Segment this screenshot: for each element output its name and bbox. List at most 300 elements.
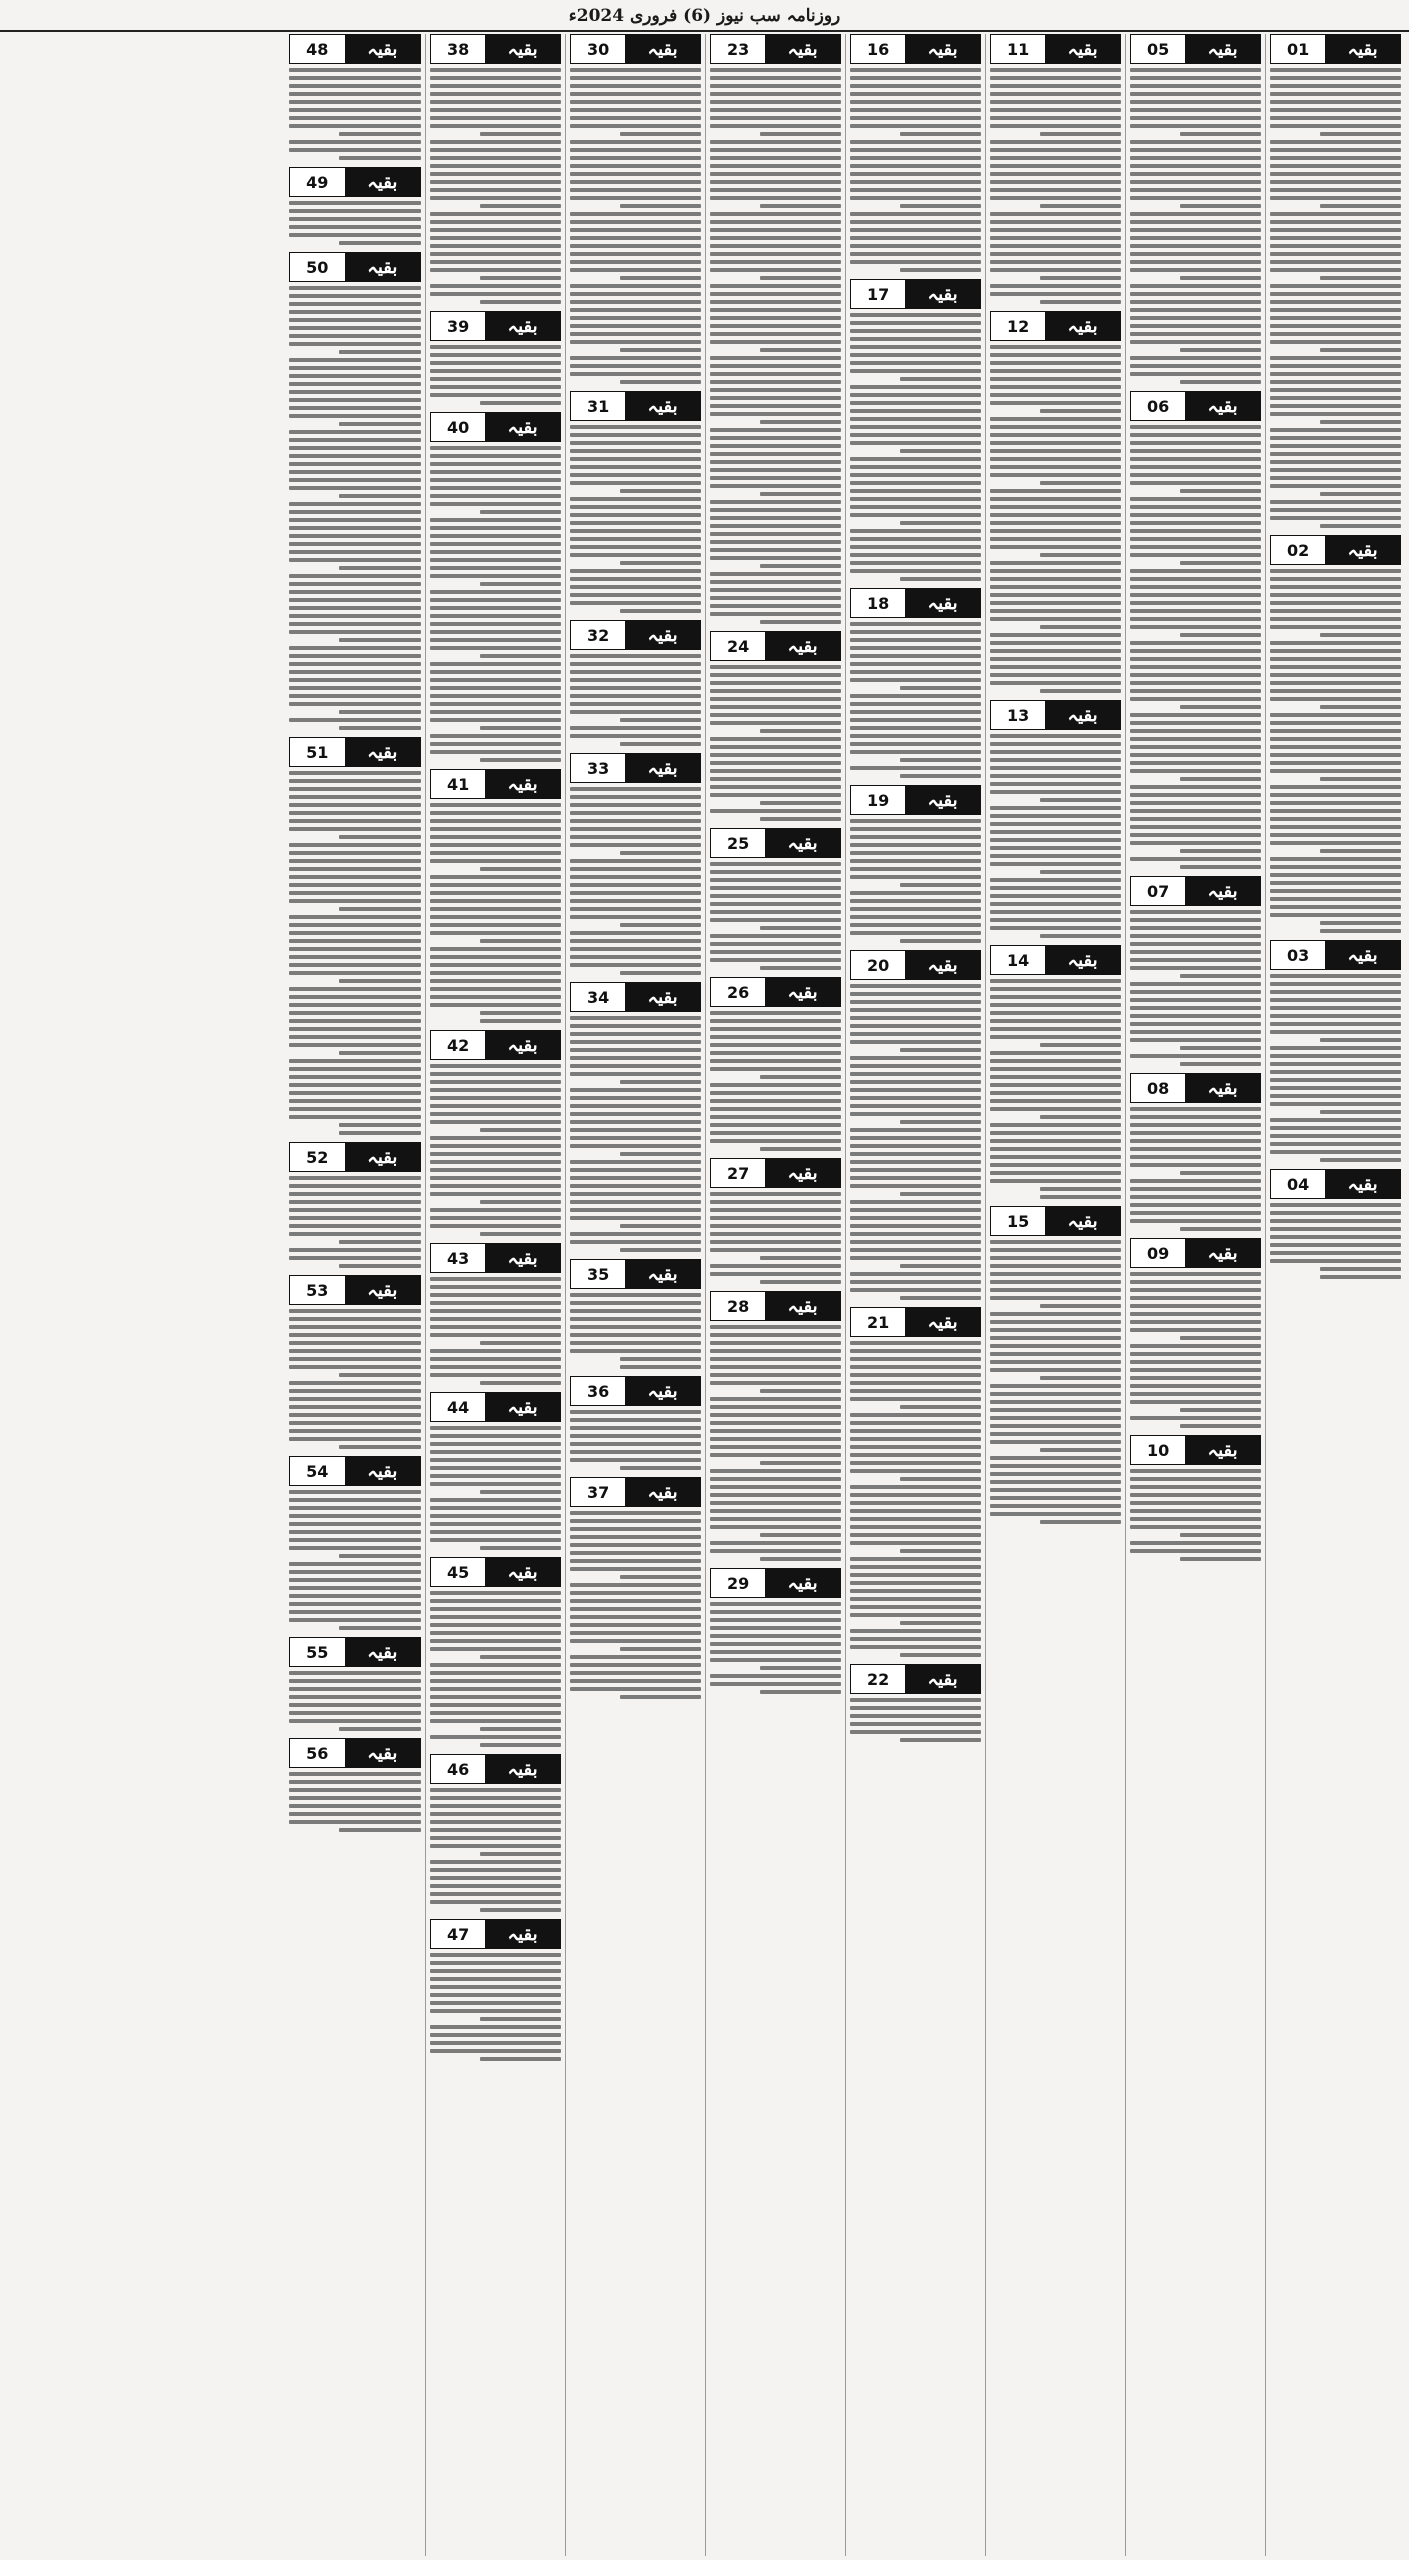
text-line [710, 588, 841, 592]
text-line [570, 1591, 701, 1595]
text-line [990, 1059, 1121, 1063]
text-line [289, 1011, 421, 1015]
text-line [850, 1381, 981, 1385]
article-text-block [570, 786, 701, 976]
text-line [710, 148, 841, 152]
text-line [710, 156, 841, 160]
text-line [1180, 1424, 1261, 1428]
text-line [990, 979, 1121, 983]
text-line [990, 1248, 1121, 1252]
text-line [990, 894, 1121, 898]
text-line [1270, 873, 1401, 877]
continuation-number: 51 [290, 738, 345, 766]
text-line [1270, 164, 1401, 168]
continuation-item [990, 945, 1121, 1200]
continuation-item [1130, 1238, 1261, 1429]
continuation-header [710, 1158, 841, 1188]
text-line [339, 1554, 421, 1558]
text-line [1130, 284, 1261, 288]
text-line [430, 1647, 561, 1651]
text-line [570, 662, 701, 666]
text-line [289, 899, 421, 903]
article-text-block [570, 1292, 701, 1370]
text-line [430, 1900, 561, 1904]
text-line [710, 681, 841, 685]
text-line [1180, 1533, 1261, 1537]
text-line [850, 923, 981, 927]
text-line [289, 1703, 421, 1707]
text-line [289, 550, 421, 554]
text-line [760, 276, 841, 280]
continuation-header [570, 620, 701, 650]
text-line [339, 1051, 421, 1055]
text-line [570, 332, 701, 336]
text-line [1270, 292, 1401, 296]
text-line [710, 308, 841, 312]
continuation-number: 22 [851, 1665, 905, 1693]
text-line [850, 1597, 981, 1601]
newspaper-masthead [0, 0, 1409, 32]
text-line [1270, 689, 1401, 693]
text-line [990, 1123, 1121, 1127]
text-line [990, 100, 1121, 104]
text-line [990, 641, 1121, 645]
text-line [1270, 500, 1401, 504]
text-line [850, 140, 981, 144]
text-line [570, 1056, 701, 1060]
text-line [1270, 452, 1401, 456]
text-line [710, 1549, 841, 1553]
text-line [990, 585, 1121, 589]
text-line [1130, 553, 1261, 557]
text-line [570, 1615, 701, 1619]
continuation-number: 46 [431, 1755, 485, 1783]
article-text-block [990, 1239, 1121, 1525]
text-line [430, 1711, 561, 1715]
text-line [1270, 1134, 1401, 1138]
text-line [990, 393, 1121, 397]
continuation-label: بقیہ [765, 1292, 840, 1320]
text-line [430, 369, 561, 373]
article-text-block [990, 733, 1121, 939]
text-line [850, 1096, 981, 1100]
text-line [570, 220, 701, 224]
text-line [570, 481, 701, 485]
continuation-label: بقیہ [765, 829, 840, 857]
article-text-block [710, 67, 841, 625]
continuation-number: 17 [851, 280, 905, 308]
text-line [289, 867, 421, 871]
text-line [1130, 1187, 1261, 1191]
text-line [339, 156, 421, 160]
text-line [570, 84, 701, 88]
article-text-block [1270, 1202, 1401, 1280]
text-line [570, 787, 701, 791]
continuation-number: 19 [851, 786, 905, 814]
text-line [710, 1477, 841, 1481]
continuation-item [289, 1637, 421, 1732]
text-line [1130, 966, 1261, 970]
text-line [1320, 524, 1401, 528]
article-text-block [289, 1489, 421, 1631]
article-text-block [1130, 424, 1261, 870]
text-line [339, 1828, 421, 1832]
text-line [570, 1671, 701, 1675]
text-line [850, 329, 981, 333]
text-line [1270, 713, 1401, 717]
text-line [289, 787, 421, 791]
text-line [710, 220, 841, 224]
article-text-block [289, 67, 421, 161]
text-line [850, 489, 981, 493]
text-line [850, 100, 981, 104]
text-line [1130, 441, 1261, 445]
news-column [1125, 34, 1265, 2556]
text-line [850, 1341, 981, 1345]
text-line [850, 441, 981, 445]
text-line [480, 1200, 561, 1204]
text-line [850, 1541, 981, 1545]
text-line [710, 785, 841, 789]
text-line [850, 481, 981, 485]
text-line [1180, 865, 1261, 869]
text-line [570, 1559, 701, 1563]
text-line [430, 1152, 561, 1156]
article-text-block [1130, 909, 1261, 1067]
text-line [710, 124, 841, 128]
continuation-header [850, 950, 981, 980]
text-line [289, 1083, 421, 1087]
continuation-header [710, 977, 841, 1007]
text-line [850, 1272, 981, 1276]
text-line [430, 1466, 561, 1470]
text-line [760, 620, 841, 624]
text-line [1130, 1272, 1261, 1276]
text-line [430, 1080, 561, 1084]
text-line [1130, 793, 1261, 797]
text-line [289, 366, 421, 370]
text-line [850, 1040, 981, 1044]
text-line [339, 1240, 421, 1244]
text-line [990, 76, 1121, 80]
text-line [570, 1232, 701, 1236]
text-line [570, 835, 701, 839]
text-line [710, 1381, 841, 1385]
continuation-label: بقیہ [625, 1260, 700, 1288]
text-line [1270, 412, 1401, 416]
text-line [850, 188, 981, 192]
text-line [990, 1240, 1121, 1244]
text-line [289, 478, 421, 482]
text-line [289, 1772, 421, 1776]
continuation-item [990, 34, 1121, 305]
text-line [570, 819, 701, 823]
text-line [1040, 481, 1121, 485]
text-line [1130, 148, 1261, 152]
text-line [1130, 833, 1261, 837]
text-line [1270, 300, 1401, 304]
text-line [430, 526, 561, 530]
continuation-label: بقیہ [1325, 941, 1400, 969]
text-line [990, 1424, 1121, 1428]
text-line [1130, 1219, 1261, 1223]
text-line [570, 875, 701, 879]
text-line [620, 742, 701, 746]
continuation-header [430, 1754, 561, 1784]
text-line [1270, 609, 1401, 613]
text-line [289, 803, 421, 807]
text-line [430, 1530, 561, 1534]
text-line [990, 1035, 1121, 1039]
text-line [480, 1011, 561, 1015]
continuation-number: 10 [1131, 1436, 1185, 1464]
text-line [710, 1011, 841, 1015]
continuation-label: بقیہ [905, 1308, 980, 1336]
text-line [1270, 1251, 1401, 1255]
continuation-item [430, 311, 561, 406]
text-line [289, 310, 421, 314]
text-line [710, 412, 841, 416]
text-line [900, 132, 981, 136]
continuation-label: بقیہ [345, 738, 420, 766]
continuation-number: 32 [571, 621, 625, 649]
text-line [289, 518, 421, 522]
text-line [760, 1147, 841, 1151]
article-text-block [430, 802, 561, 1024]
text-line [289, 326, 421, 330]
text-line [850, 236, 981, 240]
text-line [289, 382, 421, 386]
text-line [1130, 164, 1261, 168]
text-line [850, 196, 981, 200]
text-line [430, 750, 561, 754]
continuation-number: 49 [290, 168, 345, 196]
text-line [1130, 990, 1261, 994]
text-line [1130, 926, 1261, 930]
text-line [339, 638, 421, 642]
text-line [430, 947, 561, 951]
text-line [1270, 1243, 1401, 1247]
continuation-item [289, 1456, 421, 1631]
text-line [430, 686, 561, 690]
text-line [480, 582, 561, 586]
text-line [990, 1139, 1121, 1143]
text-line [850, 1168, 981, 1172]
text-line [339, 1445, 421, 1449]
text-line [760, 564, 841, 568]
continuation-number: 28 [711, 1292, 765, 1320]
text-line [1270, 1086, 1401, 1090]
text-line [990, 1496, 1121, 1500]
continuation-number: 05 [1131, 35, 1185, 63]
text-line [1130, 68, 1261, 72]
text-line [1130, 356, 1261, 360]
text-line [710, 737, 841, 741]
text-line [1130, 1501, 1261, 1505]
text-line [710, 364, 841, 368]
text-line [850, 417, 981, 421]
text-line [1130, 1485, 1261, 1489]
continuation-label: بقیہ [625, 621, 700, 649]
text-line [620, 1248, 701, 1252]
text-line [289, 1397, 421, 1401]
text-line [430, 353, 561, 357]
text-line [430, 100, 561, 104]
text-line [289, 1248, 421, 1252]
text-line [710, 697, 841, 701]
text-line [990, 862, 1121, 866]
text-line [850, 172, 981, 176]
text-line [1270, 801, 1401, 805]
text-line [1130, 140, 1261, 144]
text-line [289, 811, 421, 815]
text-line [850, 1637, 981, 1641]
text-line [289, 1333, 421, 1337]
text-line [289, 358, 421, 362]
text-line [990, 148, 1121, 152]
text-line [1320, 492, 1401, 496]
text-line [1270, 140, 1401, 144]
continuation-item [850, 588, 981, 779]
text-line [570, 425, 701, 429]
continuation-item [570, 753, 701, 976]
text-line [570, 1208, 701, 1212]
text-line [1040, 1187, 1121, 1191]
text-line [990, 609, 1121, 613]
text-line [710, 76, 841, 80]
continuation-label: بقیہ [345, 253, 420, 281]
text-line [990, 1464, 1121, 1468]
text-line [620, 971, 701, 975]
continuation-item [289, 167, 421, 246]
text-line [850, 433, 981, 437]
text-line [480, 132, 561, 136]
text-line [710, 1325, 841, 1329]
text-line [570, 292, 701, 296]
text-line [1270, 673, 1401, 677]
text-line [289, 140, 421, 144]
text-line [570, 308, 701, 312]
text-line [570, 899, 701, 903]
text-line [430, 875, 561, 879]
text-line [850, 561, 981, 565]
text-line [850, 734, 981, 738]
text-line [289, 1610, 421, 1614]
text-line [850, 859, 981, 863]
text-line [1270, 1259, 1401, 1263]
text-line [710, 500, 841, 504]
text-line [1270, 1006, 1401, 1010]
text-line [570, 1016, 701, 1020]
text-line [620, 851, 701, 855]
continuation-item [850, 34, 981, 273]
text-line [1130, 857, 1261, 861]
masthead-date-line: روزنامہ سب نیوز (6) فروری 2024ء [568, 5, 841, 26]
text-line [1130, 529, 1261, 533]
text-line [1180, 1227, 1261, 1231]
continuation-label: بقیہ [625, 35, 700, 63]
text-line [990, 433, 1121, 437]
text-line [1180, 132, 1261, 136]
text-line [850, 457, 981, 461]
text-line [339, 1373, 421, 1377]
text-line [760, 420, 841, 424]
text-line [1130, 372, 1261, 376]
continuation-header [570, 1477, 701, 1507]
text-line [430, 558, 561, 562]
text-line [710, 172, 841, 176]
article-text-block [570, 653, 701, 747]
text-line [289, 1695, 421, 1699]
text-line [850, 662, 981, 666]
text-line [850, 1565, 981, 1569]
continuation-number: 25 [711, 829, 765, 857]
text-line [710, 228, 841, 232]
text-line [850, 1698, 981, 1702]
text-line [430, 1953, 561, 1957]
text-line [289, 915, 421, 919]
text-line [1320, 132, 1401, 136]
text-line [1270, 212, 1401, 216]
text-line [430, 1591, 561, 1595]
text-line [1180, 974, 1261, 978]
text-line [850, 1429, 981, 1433]
continuation-item [990, 311, 1121, 694]
text-line [430, 835, 561, 839]
continuation-number: 39 [431, 312, 485, 340]
text-line [850, 1288, 981, 1292]
text-line [710, 1224, 841, 1228]
text-line [1180, 1171, 1261, 1175]
text-line [990, 284, 1121, 288]
continuation-label: بقیہ [1045, 946, 1120, 974]
text-line [1320, 1275, 1401, 1279]
text-line [710, 356, 841, 360]
text-line [570, 521, 701, 525]
article-text-block [430, 344, 561, 406]
text-line [430, 1450, 561, 1454]
text-line [1130, 244, 1261, 248]
text-line [1130, 585, 1261, 589]
text-line [570, 505, 701, 509]
text-line [850, 313, 981, 317]
text-line [850, 1453, 981, 1457]
text-line [430, 542, 561, 546]
text-line [850, 1389, 981, 1393]
continuation-header [710, 1291, 841, 1321]
continuation-label: بقیہ [485, 1244, 560, 1272]
text-line [289, 1796, 421, 1800]
text-line [289, 502, 421, 506]
text-line [710, 100, 841, 104]
text-line [1270, 220, 1401, 224]
continuation-number: 13 [991, 701, 1045, 729]
text-line [1270, 974, 1401, 978]
text-line [990, 617, 1121, 621]
text-line [990, 830, 1121, 834]
continuation-item [1270, 940, 1401, 1163]
text-line [850, 1413, 981, 1417]
text-line [289, 542, 421, 546]
text-line [760, 1280, 841, 1284]
text-line [570, 569, 701, 573]
text-line [289, 1820, 421, 1824]
text-line [570, 1639, 701, 1643]
continuation-item [570, 1376, 701, 1471]
continuation-number: 53 [290, 1276, 345, 1304]
text-line [570, 947, 701, 951]
article-text-block [710, 664, 841, 822]
